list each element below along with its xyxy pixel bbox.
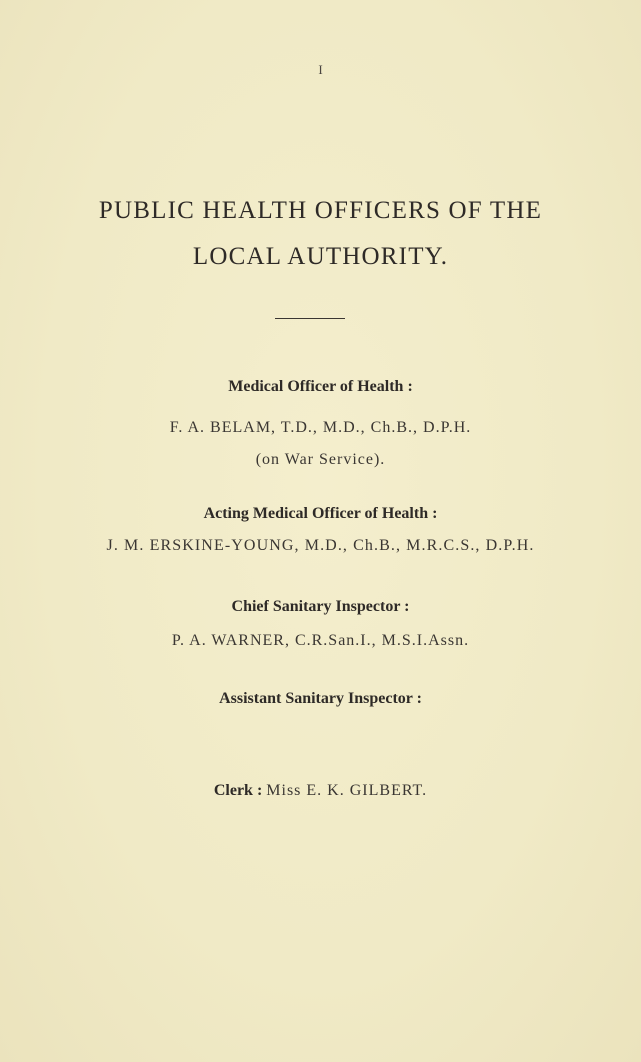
role-medical-officer: Medical Officer of Health : [228,378,413,395]
page-title-line-1: PUBLIC HEALTH OFFICERS OF THE [98,197,543,224]
clerk-label: Clerk : [213,782,263,799]
role-chief-sanitary-inspector: Chief Sanitary Inspector : [231,598,410,615]
note-medical-officer: (on War Service). [255,451,386,468]
clerk-name: Miss E. K. GILBERT. [266,782,428,799]
name-acting-medical-officer: J. M. ERSKINE-YOUNG, M.D., Ch.B., M.R.C.S., D.P.H. [106,537,535,554]
page-title-line-2: LOCAL AUTHORITY. [192,243,449,270]
role-acting-medical-officer: Acting Medical Officer of Health : [203,505,438,522]
clerk-line [0,782,641,800]
title-divider [275,318,345,319]
role-assistant-sanitary-inspector: Assistant Sanitary Inspector : [219,690,422,707]
name-medical-officer: F. A. BELAM, T.D., M.D., Ch.B., D.P.H. [169,419,472,436]
page-number: I [318,62,323,77]
name-chief-sanitary-inspector: P. A. WARNER, C.R.San.I., M.S.I.Assn. [171,632,470,649]
